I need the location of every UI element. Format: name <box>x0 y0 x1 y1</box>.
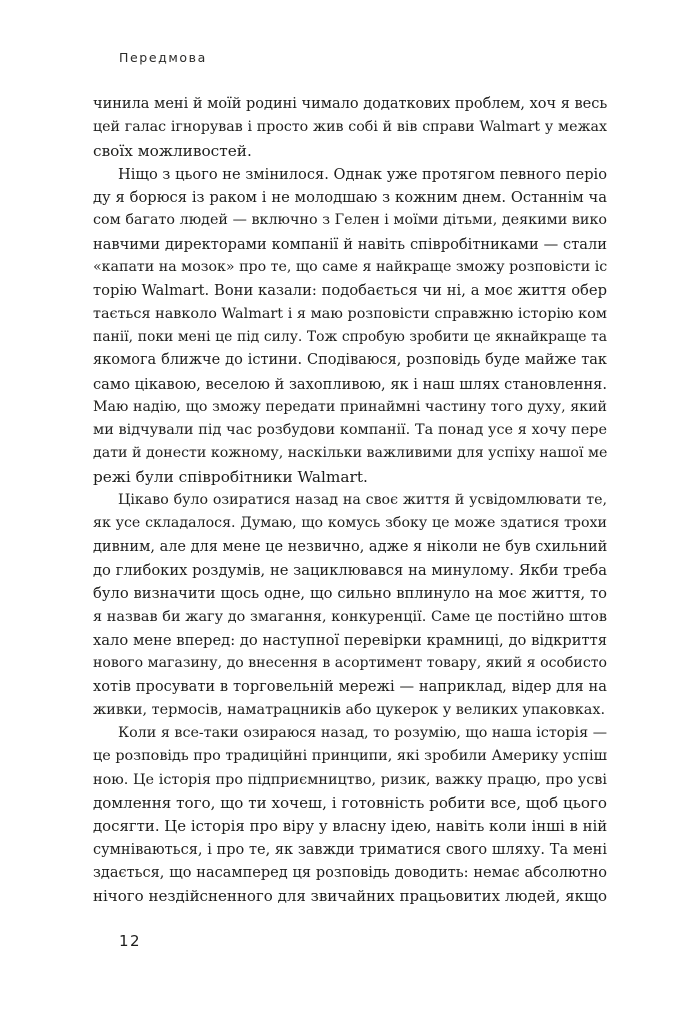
body-text <box>93 93 607 908</box>
text-line: ми відчували під час розбудови компанії. Та понад усе я хочу пере <box>93 422 607 439</box>
text-line: якомога ближче до істини. Сподіваюся, розповідь буде майже так <box>93 352 607 369</box>
text-line: сумніваються, і про те, як завжди триматися свого шляху. Та мені <box>93 841 607 858</box>
text-line: торію Walmart. Вони казали: подобається чи ні, а моє життя обер <box>93 282 607 300</box>
text-line: «капати на мозок» про те, що саме я найкраще зможу розповісти іс <box>93 259 608 276</box>
text-line: цей галас ігнорував і просто жив собі й вів справи Walmart у межах <box>93 119 607 136</box>
text-line: само цікавою, веселою й захопливою, як і наш шлях становлення. <box>93 375 608 393</box>
text-line: здається, що насамперед ця розповідь доводить: немає абсолютно <box>93 864 607 881</box>
text-line: досягти. Це історія про віру у власну ідею, навіть коли інші в ній <box>93 817 608 836</box>
text-line: до глибоких роздумів, не зациклювався на минулому. Якби треба <box>93 561 607 579</box>
text-line: чинила мені й моїй родині чимало додаткових проблем, хоч я весь <box>93 96 608 112</box>
text-line: Ніщо з цього не змінилося. Однак уже протягом певного періо <box>118 165 607 183</box>
text-line: це розповідь про традиційні принципи, які зробили Америку успіш <box>93 748 608 765</box>
text-line: дивним, але для мене це незвично, адже я ніколи не був схильний <box>93 538 608 555</box>
text-line: режі були співробітники Walmart. <box>93 467 368 486</box>
text-line: своїх можливостей. <box>93 141 252 160</box>
text-line: Коли я все-таки озираюся назад, то розумію, що наша історія — <box>118 725 607 742</box>
running-head: Передмова <box>119 50 207 65</box>
text-line: нічого нездійсненного для звичайних працьовитих людей, якщо <box>93 887 607 906</box>
text-line: живки, термосів, наматрацників або цукерок у великих упаковках. <box>93 701 606 718</box>
text-line: домлення того, що ти хочеш, і готовність робити все, щоб цього <box>93 793 607 812</box>
text-line: ду я борюся із раком і не молодшаю з кожним днем. Останнім ча <box>93 189 607 207</box>
text-line: нового магазину, до внесення в асортимент товару, який я особисто <box>93 655 607 672</box>
text-line: сом багато людей — включно з Гелен і моїми дітьми, деякими вико <box>93 212 607 229</box>
text-line: ною. Це історія про підприємництво, ризик, важку працю, про усві <box>93 771 607 788</box>
text-line: Цікаво було озиратися назад на своє життя й усвідомлювати те, <box>118 492 607 509</box>
text-line: як усе складалося. Думаю, що комусь збоку це може здатися трохи <box>93 515 607 532</box>
text-line: Маю надію, що зможу передати принаймні частину того духу, який <box>93 398 607 415</box>
text-line: хотів просувати в торговельній мережі — наприклад, відер для на <box>93 678 607 696</box>
text-line: хало мене вперед: до наступної перевірки крамниці, до відкриття <box>93 631 607 649</box>
text-line: було визначити щось одне, що сильно вплинуло на моє життя, то <box>93 585 607 603</box>
text-line: тається навколо Walmart і я маю розповісти справжню історію ком <box>93 305 607 322</box>
text-line: навчими директорами компанії й навіть співробітниками — стали <box>93 235 607 253</box>
page-number: 12 <box>119 932 142 950</box>
text-line: дати й донести кожному, наскільки важливими для успіху нашої ме <box>93 445 608 462</box>
text-line: я назвав би жагу до змагання, конкуренції. Саме це постійно штов <box>93 608 607 625</box>
text-line: панії, поки мені це під силу. Тож спробую зробити це якнайкраще та <box>93 328 607 345</box>
